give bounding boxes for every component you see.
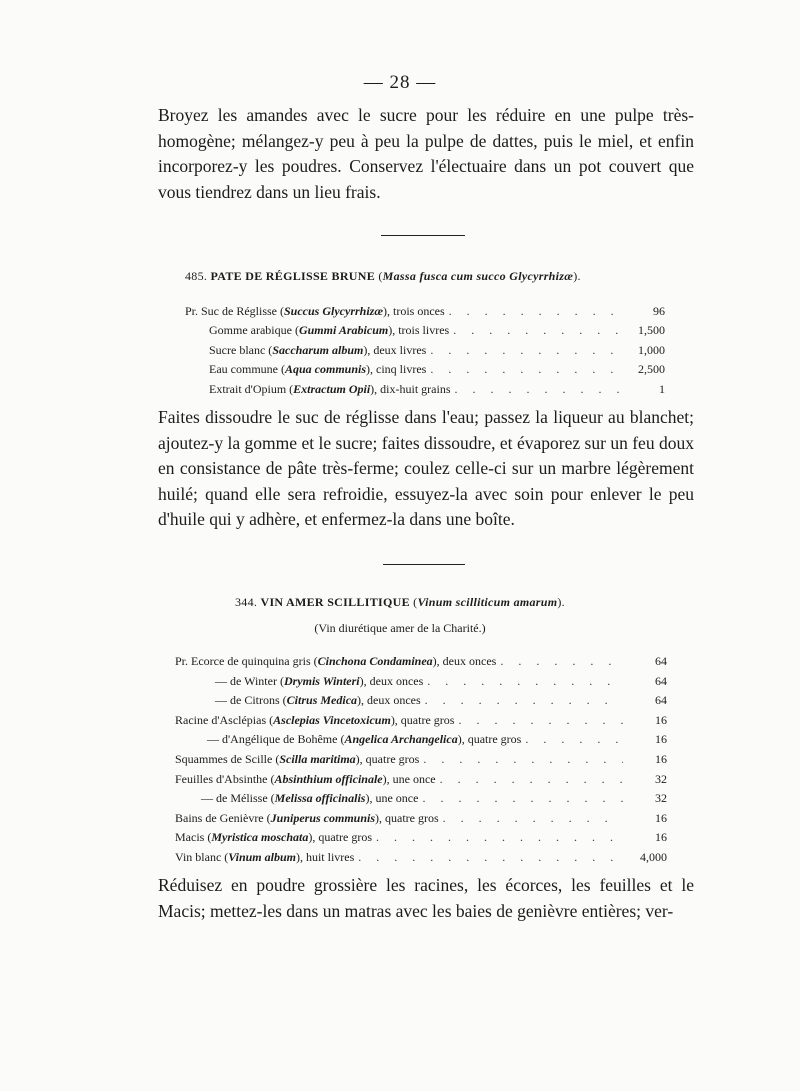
ingredient-row: Pr. Ecorce de quinquina gris (Cinchona Condaminea), deux onces . . . 64 [175,652,667,672]
ingredient-row: Bains de Genièvre (Juniperus communis), quatre gros . . . 16 [175,809,667,829]
ingredient-quantity: 2,500 [638,362,665,377]
recipe1-instructions: Faites dissoudre le suc de réglisse dans l'eau; passez la liqueur au blanchet; ajoutez-y la gomme et le sucre; faites dissoudre, et évaporez sur un feu doux en consistance de pâte très-ferme; coulez celle-ci sur un marbre légèrement huilé; quand elle sera refroidie, essuyez-la avec soin pour enlever le peu d'huile qui y adhère, et enfermez-la dans une boîte. [158,407,694,529]
ingredient-row: Eau commune (Aqua communis), cinq livres . . . 2,500 [185,360,665,379]
section-divider [383,564,465,565]
recipe-title: 485. PATE DE RÉGLISSE BRUNE (Massa fusca cum succo Glycyrrhizæ). [185,269,581,283]
recipe-latin-name: Vinum scilliticum amarum [417,595,558,609]
ingredient-quantity: 1 [659,381,665,396]
ingredient-quantity: 64 [655,654,667,668]
ingredient-row: Extrait d'Opium (Extractum Opii), dix-huit grains . . . 1 [185,380,665,399]
ingredient-row: Gomme arabique (Gummi Arabicum), trois livres . . . 1,500 [185,321,665,340]
ingredient-quantity: 1,500 [638,323,665,338]
ingredient-row: — de Winter (Drymis Winteri), deux onces . . . 64 [175,672,667,692]
intro-paragraph: Broyez les amandes avec le sucre pour les réduire en une pulpe très-homogène; mélangez-y peu à peu la pulpe de dattes, puis le miel, et enfin incorporez-y les poudres. Conservez l'électuaire dans un pot couvert que vous tiendrez dans un lieu frais. [158,105,694,202]
ingredient-row: — de Citrons (Citrus Medica), deux onces . . . 64 [175,691,667,711]
ingredient-row: Feuilles d'Absinthe (Absinthium officinale), une once . . . 32 [175,770,667,790]
ingredient-list [185,302,665,399]
ingredient-quantity: 64 [655,693,667,708]
ingredient-quantity: 16 [655,712,667,727]
ingredient-row: — d'Angélique de Bohême (Angelica Archangelica), quatre gros . . . 16 [175,730,667,750]
page-number: — 28 — [363,72,437,93]
ingredient-row: Pr. Suc de Réglisse (Succus Glycyrrhizæ), trois onces . . . 96 [185,302,665,321]
section-divider [381,235,465,236]
recipe-subtitle: (Vin diurétique amer de la Charité.) [314,621,486,635]
recipe-number: 485. [185,269,208,283]
recipe-latin-name: Massa fusca cum succo Glycyrrhizæ [382,269,574,283]
ingredient-list [175,652,667,868]
recipe2-instructions: Réduisez en poudre grossière les racines, les écorces, les feuilles et le Macis; mettez-les dans un matras avec les baies de genièvre entières; ver- [158,875,694,921]
ingredient-quantity: 96 [653,304,665,318]
ingredient-quantity: 4,000 [640,849,667,864]
ingredient-quantity: 16 [655,810,667,825]
ingredient-row: Vin blanc (Vinum album), huit livres . . . 4,000 [175,848,667,868]
ingredient-row: Sucre blanc (Saccharum album), deux livres . . . 1,000 [185,341,665,360]
ingredient-row: — de Mélisse (Melissa officinalis), une once . . . 32 [175,789,667,809]
recipe-number: 344. [234,595,258,609]
ingredient-row: Racine d'Asclépias (Asclepias Vincetoxicum), quatre gros . . . 16 [175,711,667,731]
recipe-title: 344. VIN AMER SCILLITIQUE (Vinum scilliticum amarum). [234,595,565,609]
ingredient-row: Macis (Myristica moschata), quatre gros . . . 16 [175,828,667,848]
ingredient-quantity: 1,000 [638,342,665,357]
ingredient-row: Squammes de Scille (Scilla maritima), quatre gros . . . 16 [175,750,667,770]
ingredient-quantity: 32 [655,771,667,786]
recipe-name: PATE DE RÉGLISSE BRUNE [210,269,376,283]
ingredient-quantity: 16 [655,732,667,747]
ingredient-quantity: 32 [655,791,667,806]
ingredient-quantity: 64 [655,673,667,688]
recipe-name: VIN AMER SCILLITIQUE [260,595,410,609]
ingredient-quantity: 16 [655,830,667,845]
ingredient-quantity: 16 [655,751,667,766]
